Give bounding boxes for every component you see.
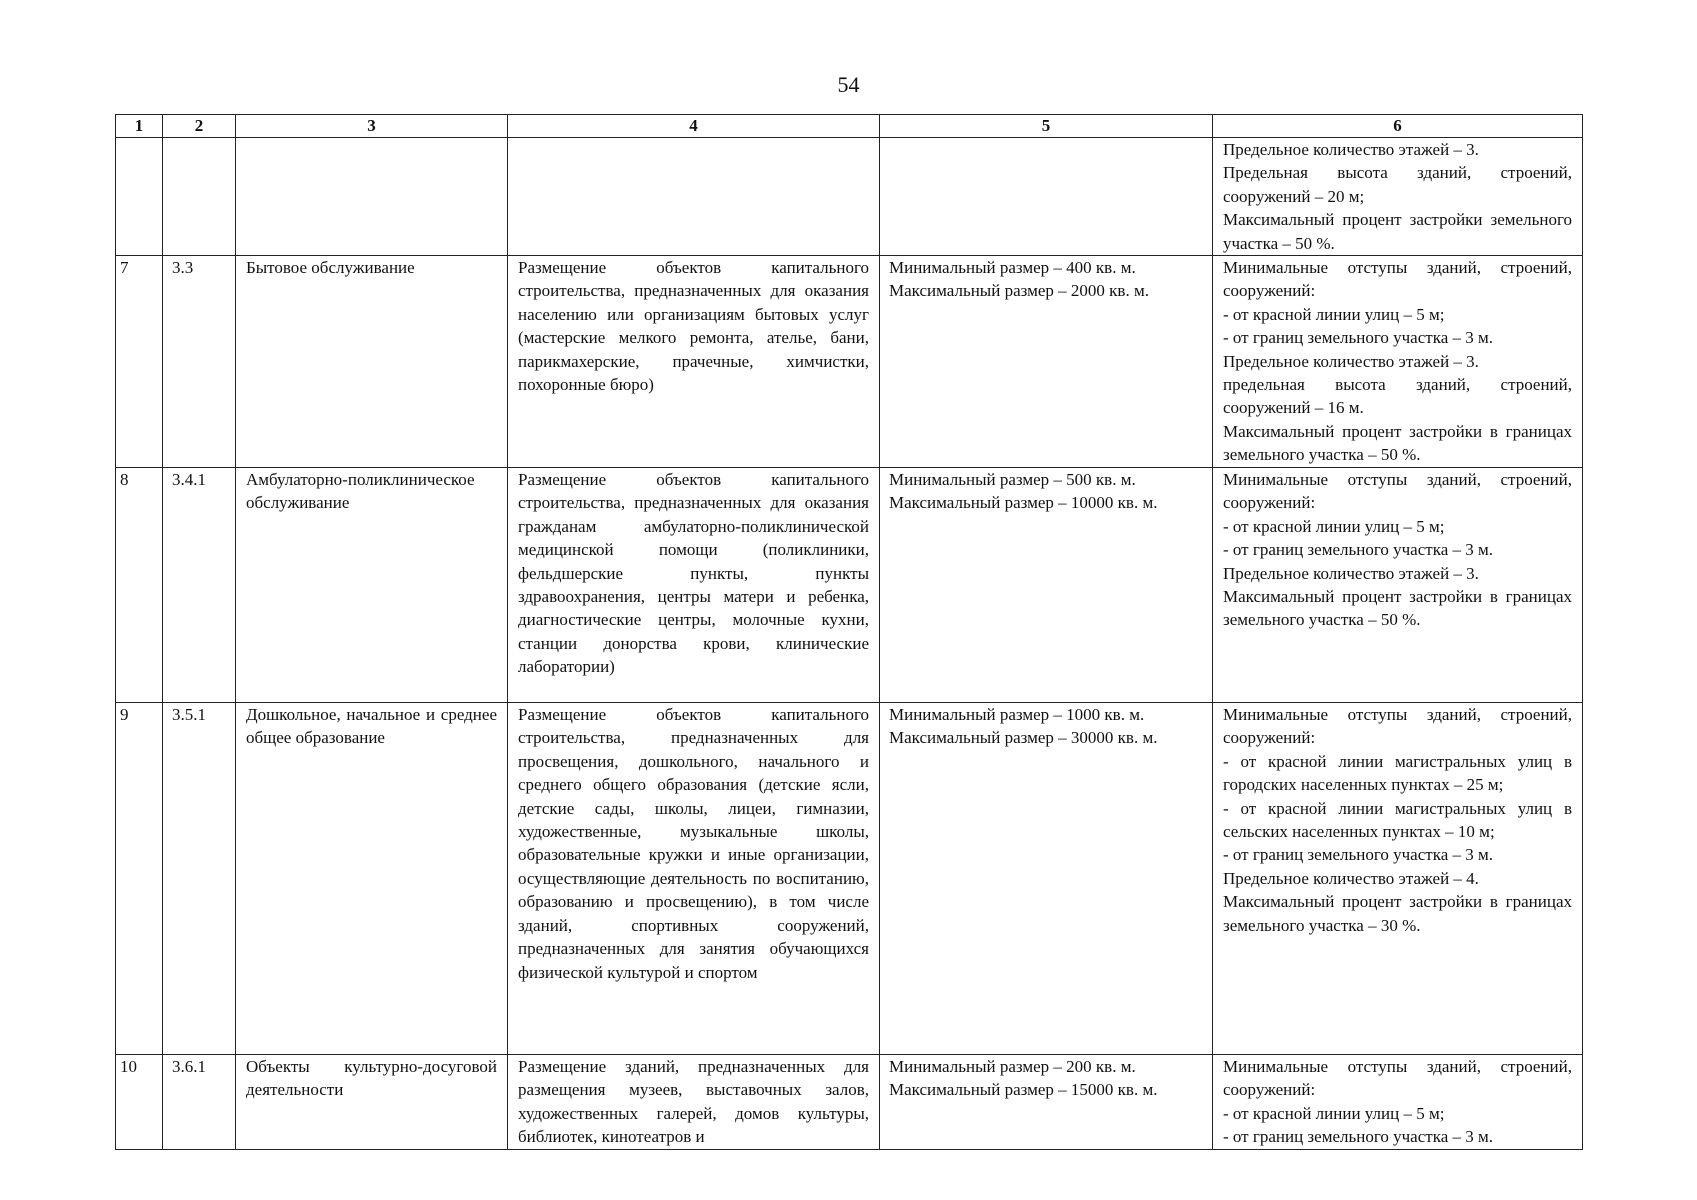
- row-number: 7: [116, 256, 163, 468]
- header-col-5: 5: [880, 115, 1213, 138]
- table-row: [116, 1055, 1583, 1150]
- row-size: [880, 703, 1213, 1055]
- row-code: 3.3: [163, 256, 236, 468]
- row-name: Амбулаторно-поликлиническое обслуживание: [236, 468, 508, 703]
- row-description: Размещение зданий, предназначенных для размещения музеев, выставочных залов, художественных галерей, домов культуры, библиотек, кинотеатров и: [508, 1055, 880, 1150]
- table-row: [116, 703, 1583, 1055]
- param-line: Минимальные отступы зданий, строений, сооружений:: [1223, 705, 1572, 748]
- row-number: 10: [116, 1055, 163, 1150]
- header-col-4: 4: [508, 115, 880, 138]
- row-description: Размещение объектов капитального строительства, предназначенных для оказания гражданам амбулаторно-поликлинической медицинской помощи (поликлиники, фельдшерские пункты, пункты здравоохранения, центры матери и ребенка, диагностические центры, молочные кухни, станции донорства крови, клинические лаборатории): [508, 468, 880, 703]
- row-number: 9: [116, 703, 163, 1055]
- param-line: Минимальные отступы зданий, строений, сооружений:: [1223, 258, 1572, 301]
- size-min: Минимальный размер – 400 кв. м.: [889, 258, 1136, 278]
- param-line: Максимальный процент застройки в границах земельного участка – 50 %.: [1223, 587, 1572, 630]
- size-max: Максимальный размер – 15000 кв. м.: [889, 1080, 1158, 1100]
- size-min: Минимальный размер – 1000 кв. м.: [889, 705, 1145, 725]
- header-col-1: 1: [116, 115, 163, 138]
- row-name: Объекты культурно-досуговой деятельности: [236, 1055, 508, 1150]
- size-min: Минимальный размер – 500 кв. м.: [889, 470, 1136, 490]
- param-line: Предельное количество этажей – 3.: [1223, 563, 1479, 583]
- param-line: - от красной линии улиц – 5 м;: [1223, 304, 1445, 324]
- param-line: Предельное количество этажей – 4.: [1223, 868, 1479, 888]
- header-col-2: 2: [163, 115, 236, 138]
- size-max: Максимальный размер – 2000 кв. м.: [889, 281, 1149, 301]
- param-line: Максимальный процент застройки земельного участка – 50 %.: [1223, 210, 1572, 253]
- table-row: [116, 138, 1583, 256]
- row-params: [1213, 256, 1583, 468]
- row-size: [880, 138, 1213, 256]
- row-code: [163, 138, 236, 256]
- param-line: - от границ земельного участка – 3 м.: [1223, 1127, 1493, 1147]
- param-line: - от красной линии магистральных улиц в городских населенных пунктах – 25 м;: [1223, 751, 1572, 795]
- header-row: [116, 115, 1583, 138]
- param-line: предельная высота зданий, строений, сооружений – 16 м.: [1223, 375, 1572, 418]
- row-size: [880, 468, 1213, 703]
- row-code: 3.4.1: [163, 468, 236, 703]
- param-line: - от границ земельного участка – 3 м.: [1223, 540, 1493, 560]
- param-line: Минимальные отступы зданий, строений, сооружений:: [1223, 1057, 1572, 1100]
- header-col-6: 6: [1213, 115, 1583, 138]
- table-row: [116, 468, 1583, 703]
- row-number: 8: [116, 468, 163, 703]
- zoning-table: [115, 114, 1583, 1150]
- row-params: [1213, 1055, 1583, 1150]
- param-line: - от красной линии улиц – 5 м;: [1223, 1103, 1445, 1123]
- row-params: [1213, 468, 1583, 703]
- param-line: - от красной линии магистральных улиц в сельских населенных пунктах – 10 м;: [1223, 798, 1572, 842]
- size-max: Максимальный размер – 10000 кв. м.: [889, 493, 1158, 513]
- row-name: [236, 138, 508, 256]
- param-line: - от красной линии улиц – 5 м;: [1223, 516, 1445, 536]
- param-line: Максимальный процент застройки в границах земельного участка – 30 %.: [1223, 892, 1572, 935]
- row-params: [1213, 138, 1583, 256]
- size-max: Максимальный размер – 30000 кв. м.: [889, 728, 1158, 748]
- row-size: [880, 256, 1213, 468]
- row-description: [508, 138, 880, 256]
- header-col-3: 3: [236, 115, 508, 138]
- param-line: Максимальный процент застройки в границах земельного участка – 50 %.: [1223, 421, 1572, 465]
- row-code: 3.6.1: [163, 1055, 236, 1150]
- size-min: Минимальный размер – 200 кв. м.: [889, 1057, 1136, 1077]
- row-size: [880, 1055, 1213, 1150]
- row-name: Бытовое обслуживание: [236, 256, 508, 468]
- row-description: Размещение объектов капитального строительства, предназначенных для оказания населению или организациям бытовых услуг (мастерские мелкого ремонта, ателье, бани, парикмахерские, прачечные, химчистки, похоронные бюро): [508, 256, 880, 468]
- row-description: Размещение объектов капитального строительства, предназначенных для просвещения, дошкольного, начального и среднего общего образования (детские ясли, детские сады, школы, лицеи, гимназии, художественные, музыкальные школы, образовательные кружки и иные организации, осуществляющие деятельность по воспитанию, образованию и просвещению), в том числе зданий, спортивных сооружений, предназначенных для занятия обучающихся физической культурой и спортом: [508, 703, 880, 1055]
- row-code: 3.5.1: [163, 703, 236, 1055]
- param-line: Предельное количество этажей – 3.: [1223, 140, 1479, 159]
- page-number: 54: [837, 72, 860, 97]
- param-line: Минимальные отступы зданий, строений, сооружений:: [1223, 470, 1572, 513]
- row-name: Дошкольное, начальное и среднее общее образование: [236, 703, 508, 1055]
- row-number: [116, 138, 163, 256]
- table-row: [116, 256, 1583, 468]
- param-line: Предельная высота зданий, строений, сооружений – 20 м;: [1223, 163, 1572, 206]
- param-line: Предельное количество этажей – 3.: [1223, 351, 1479, 371]
- param-line: - от границ земельного участка – 3 м.: [1223, 845, 1493, 865]
- row-params: [1213, 703, 1583, 1055]
- param-line: - от границ земельного участка – 3 м.: [1223, 328, 1493, 348]
